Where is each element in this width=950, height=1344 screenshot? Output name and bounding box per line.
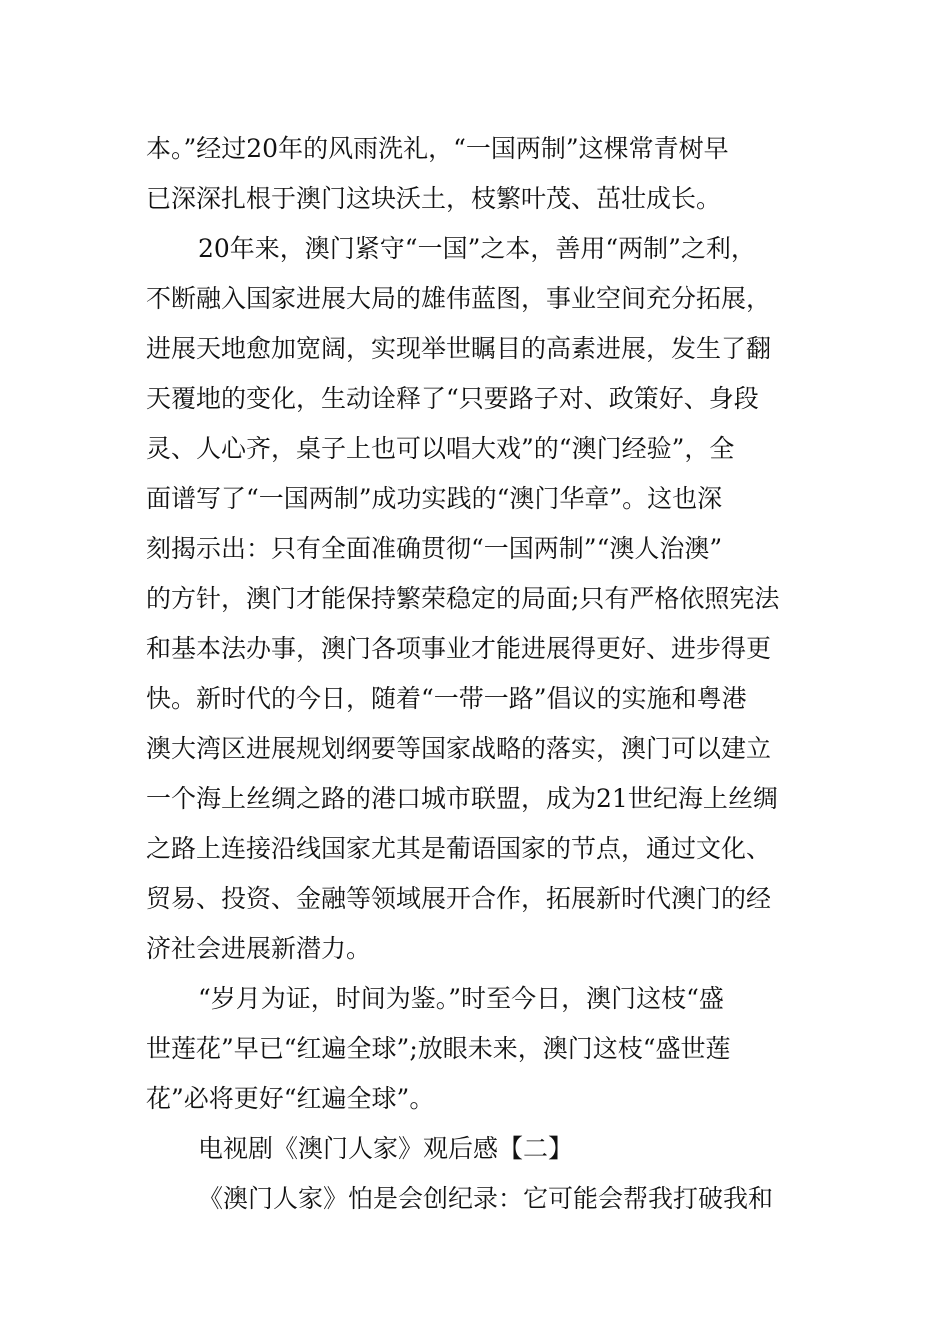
text-line: 贸易、投资、金融等领域展开合作，拓展新时代澳门的经 [146, 884, 772, 913]
document-body [146, 124, 816, 1224]
text-line: 快。新时代的今日，随着“一带一路”倡议的实施和粤港 [146, 684, 747, 713]
text-line: 不断融入国家进展大局的雄伟蓝图，事业空间充分拓展， [146, 284, 772, 313]
text-line: 之路上连接沿线国家尤其是葡语国家的节点，通过文化、 [146, 834, 772, 863]
paragraph-3 [146, 974, 816, 1124]
text-line: 20年来，澳门紧守“一国”之本，善用“两制”之利， [198, 234, 756, 263]
text-line: 已深深扎根于澳门这块沃土，枝繁叶茂、茁壮成长。 [146, 184, 722, 213]
text-line: “岁月为证，时间为鉴。”时至今日，澳门这枝“盛 [198, 984, 724, 1013]
section-heading-text: 电视剧《澳门人家》观后感【二】 [198, 1134, 574, 1163]
text-line: 进展天地愈加宽阔，实现举世瞩目的高素进展，发生了翻 [146, 334, 772, 363]
text-line: 花”必将更好“红遍全球”。 [146, 1084, 435, 1113]
text-line: 《澳门人家》怕是会创纪录：它可能会帮我打破我和 [198, 1184, 774, 1213]
text-line: 澳大湾区进展规划纲要等国家战略的落实，澳门可以建立 [146, 734, 772, 763]
section-heading [146, 1124, 816, 1174]
text-line: 和基本法办事，澳门各项事业才能进展得更好、进步得更 [146, 634, 772, 663]
paragraph-2 [146, 224, 816, 974]
text-line: 济社会进展新潜力。 [146, 934, 372, 963]
text-line: 刻揭示出：只有全面准确贯彻“一国两制”“澳人治澳” [146, 534, 723, 563]
text-line: 本。”经过20年的风雨洗礼，“一国两制”这棵常青树早 [146, 134, 729, 163]
paragraph-1 [146, 124, 816, 224]
text-line: 的方针，澳门才能保持繁荣稳定的局面;只有严格依照宪法 [146, 584, 780, 613]
text-line: 面谱写了“一国两制”成功实践的“澳门华章”。这也深 [146, 484, 723, 513]
text-line: 一个海上丝绸之路的港口城市联盟，成为21世纪海上丝绸 [146, 784, 778, 813]
text-line: 灵、人心齐，桌子上也可以唱大戏”的“澳门经验”，全 [146, 434, 735, 463]
paragraph-4 [146, 1174, 816, 1224]
text-line: 天覆地的变化，生动诠释了“只要路子对、政策好、身段 [146, 384, 759, 413]
text-line: 世莲花”早已“红遍全球”;放眼未来，澳门这枝“盛世莲 [146, 1034, 731, 1063]
